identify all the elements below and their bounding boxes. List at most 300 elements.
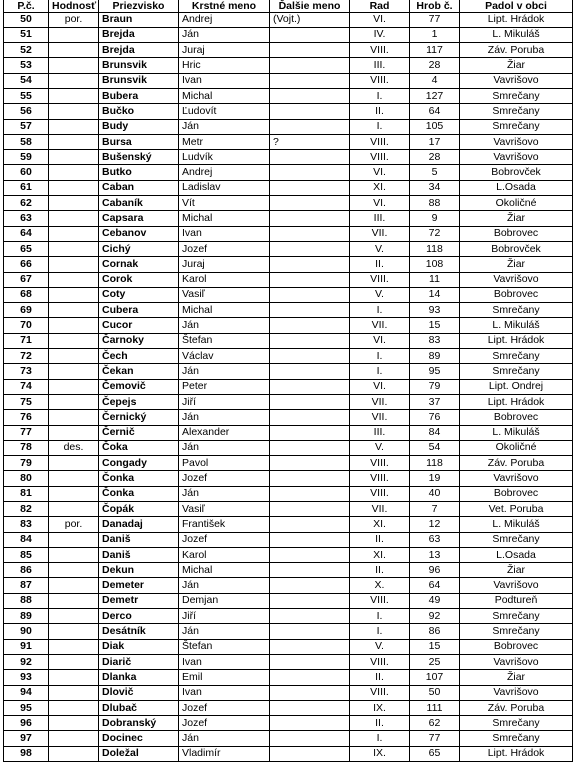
cell-other-name [270, 578, 350, 593]
cell-fell-in: Bobrovec [460, 287, 573, 302]
cell-other-name [270, 716, 350, 731]
cell-other-name [270, 471, 350, 486]
cell-number: 65 [4, 241, 49, 256]
cell-surname: Danadaj [99, 517, 179, 532]
cell-row: I. [350, 303, 410, 318]
cell-fell-in: Smrečany [460, 349, 573, 364]
cell-other-name [270, 119, 350, 134]
cell-row: I. [350, 364, 410, 379]
cell-fell-in: Lipt. Ondrej [460, 379, 573, 394]
table-row [4, 58, 573, 73]
cell-row: I. [350, 609, 410, 624]
cell-fell-in: Bobrovec [460, 486, 573, 501]
cell-given-name: Ján [179, 486, 270, 501]
cell-fell-in: Lipt. Hrádok [460, 746, 573, 761]
table-row [4, 700, 573, 715]
cell-row: VIII. [350, 150, 410, 165]
cell-grave: 76 [410, 410, 460, 425]
cell-other-name [270, 563, 350, 578]
cell-grave: 4 [410, 73, 460, 88]
cell-row: VIII. [350, 471, 410, 486]
cell-given-name: Ján [179, 364, 270, 379]
cell-number: 98 [4, 746, 49, 761]
cell-number: 87 [4, 578, 49, 593]
cell-other-name [270, 532, 350, 547]
cell-other-name [270, 364, 350, 379]
cell-rank [49, 257, 99, 272]
cell-grave: 28 [410, 58, 460, 73]
cell-grave: 105 [410, 119, 460, 134]
cell-fell-in: Vavrišovo [460, 134, 573, 149]
cell-other-name: (Vojt.) [270, 12, 350, 27]
cell-number: 54 [4, 73, 49, 88]
cell-grave: 127 [410, 88, 460, 103]
cell-row: II. [350, 104, 410, 119]
cell-rank [49, 303, 99, 318]
cell-fell-in: Smrečany [460, 609, 573, 624]
cell-row: VI. [350, 12, 410, 27]
header-row: Rad [350, 0, 410, 12]
cell-given-name: Ján [179, 410, 270, 425]
cell-rank [49, 43, 99, 58]
cell-surname: Čopák [99, 502, 179, 517]
cell-surname: Cebanov [99, 226, 179, 241]
cell-row: VII. [350, 394, 410, 409]
cell-given-name: Ján [179, 440, 270, 455]
cell-surname: Cichý [99, 241, 179, 256]
cell-number: 70 [4, 318, 49, 333]
cell-grave: 37 [410, 394, 460, 409]
header-rank: Hodnosť [49, 0, 99, 12]
cell-other-name [270, 27, 350, 42]
cell-surname: Coty [99, 287, 179, 302]
cell-grave: 11 [410, 272, 460, 287]
cell-other-name [270, 547, 350, 562]
cell-surname: Corok [99, 272, 179, 287]
header-fell-in: Padol v obci [460, 0, 573, 12]
table-row [4, 318, 573, 333]
cell-other-name [270, 318, 350, 333]
header-grave: Hrob č. [410, 0, 460, 12]
cell-given-name: Michal [179, 88, 270, 103]
cell-number: 80 [4, 471, 49, 486]
cell-given-name: Ján [179, 119, 270, 134]
cell-surname: Čemovič [99, 379, 179, 394]
cell-other-name [270, 379, 350, 394]
cell-other-name [270, 394, 350, 409]
cell-number: 83 [4, 517, 49, 532]
cell-given-name: Vladimír [179, 746, 270, 761]
table-row [4, 578, 573, 593]
cell-fell-in: Vavrišovo [460, 654, 573, 669]
cell-rank: por. [49, 12, 99, 27]
table-row [4, 685, 573, 700]
cell-row: VIII. [350, 593, 410, 608]
cell-grave: 12 [410, 517, 460, 532]
cell-rank [49, 58, 99, 73]
cell-grave: 108 [410, 257, 460, 272]
cell-rank [49, 425, 99, 440]
table-row [4, 532, 573, 547]
roster-sheet [3, 0, 572, 762]
cell-rank [49, 700, 99, 715]
cell-surname: Cabaník [99, 196, 179, 211]
cell-rank [49, 746, 99, 761]
table-row [4, 379, 573, 394]
cell-grave: 118 [410, 241, 460, 256]
cell-grave: 5 [410, 165, 460, 180]
table-row [4, 150, 573, 165]
cell-number: 57 [4, 119, 49, 134]
cell-surname: Dobranský [99, 716, 179, 731]
table-row [4, 394, 573, 409]
cell-rank [49, 211, 99, 226]
cell-fell-in: Záv. Poruba [460, 456, 573, 471]
cell-fell-in: Bobrovček [460, 241, 573, 256]
cell-row: V. [350, 639, 410, 654]
cell-number: 92 [4, 654, 49, 669]
cell-surname: Bursa [99, 134, 179, 149]
cell-row: V. [350, 287, 410, 302]
table-row [4, 670, 573, 685]
table-row [4, 272, 573, 287]
cell-other-name: ? [270, 134, 350, 149]
cell-rank [49, 333, 99, 348]
cell-other-name [270, 593, 350, 608]
table-row [4, 226, 573, 241]
cell-given-name: Ivan [179, 73, 270, 88]
cell-number: 58 [4, 134, 49, 149]
cell-rank [49, 379, 99, 394]
cell-row: VI. [350, 165, 410, 180]
cell-rank [49, 547, 99, 562]
cell-number: 71 [4, 333, 49, 348]
cell-grave: 107 [410, 670, 460, 685]
cell-number: 88 [4, 593, 49, 608]
cell-number: 96 [4, 716, 49, 731]
cell-surname: Dlovič [99, 685, 179, 700]
cell-rank [49, 471, 99, 486]
cell-given-name: Ivan [179, 654, 270, 669]
cell-number: 60 [4, 165, 49, 180]
cell-row: V. [350, 241, 410, 256]
cell-row: VIII. [350, 272, 410, 287]
cell-rank [49, 624, 99, 639]
cell-given-name: František [179, 517, 270, 532]
cell-surname: Čonka [99, 486, 179, 501]
cell-given-name: Alexander [179, 425, 270, 440]
cell-row: XI. [350, 180, 410, 195]
cell-given-name: Jiří [179, 609, 270, 624]
cell-given-name: Karol [179, 272, 270, 287]
table-row [4, 425, 573, 440]
cell-row: VIII. [350, 486, 410, 501]
cell-given-name: Metr [179, 134, 270, 149]
cell-rank [49, 104, 99, 119]
table-row [4, 364, 573, 379]
cell-row: VI. [350, 333, 410, 348]
cell-surname: Čonka [99, 471, 179, 486]
cell-fell-in: Smrečany [460, 624, 573, 639]
cell-row: VIII. [350, 654, 410, 669]
cell-grave: 64 [410, 104, 460, 119]
cell-given-name: Michal [179, 211, 270, 226]
cell-rank [49, 364, 99, 379]
cell-grave: 64 [410, 578, 460, 593]
cell-rank [49, 731, 99, 746]
cell-fell-in: Vavrišovo [460, 272, 573, 287]
cell-row: X. [350, 578, 410, 593]
cell-surname: Brejda [99, 43, 179, 58]
cell-other-name [270, 517, 350, 532]
table-row [4, 211, 573, 226]
cell-given-name: Vít [179, 196, 270, 211]
cell-grave: 1 [410, 27, 460, 42]
table-row [4, 180, 573, 195]
cell-number: 93 [4, 670, 49, 685]
cell-other-name [270, 456, 350, 471]
cell-surname: Cucor [99, 318, 179, 333]
cell-rank [49, 716, 99, 731]
cell-rank: por. [49, 517, 99, 532]
cell-fell-in: Smrečany [460, 88, 573, 103]
cell-rank [49, 578, 99, 593]
cell-grave: 63 [410, 532, 460, 547]
table-row [4, 134, 573, 149]
table-row [4, 303, 573, 318]
cell-grave: 28 [410, 150, 460, 165]
cell-rank [49, 670, 99, 685]
cell-given-name: Václav [179, 349, 270, 364]
cell-given-name: Hric [179, 58, 270, 73]
table-row [4, 165, 573, 180]
cell-row: V. [350, 440, 410, 455]
cell-given-name: Emil [179, 670, 270, 685]
cell-other-name [270, 654, 350, 669]
cell-surname: Dlanka [99, 670, 179, 685]
table-row [4, 287, 573, 302]
cell-grave: 84 [410, 425, 460, 440]
table-row [4, 624, 573, 639]
cell-given-name: Ladislav [179, 180, 270, 195]
cell-surname: Bušenský [99, 150, 179, 165]
table-row [4, 746, 573, 761]
cell-other-name [270, 609, 350, 624]
header-num: P.č. [4, 0, 49, 12]
cell-surname: Capsara [99, 211, 179, 226]
cell-grave: 9 [410, 211, 460, 226]
cell-fell-in: L.Osada [460, 180, 573, 195]
cell-fell-in: L. Mikuláš [460, 318, 573, 333]
cell-row: II. [350, 257, 410, 272]
cell-surname: Desátník [99, 624, 179, 639]
cell-grave: 25 [410, 654, 460, 669]
cell-fell-in: Žiar [460, 211, 573, 226]
cell-number: 81 [4, 486, 49, 501]
cell-other-name [270, 104, 350, 119]
cell-given-name: Andrej [179, 12, 270, 27]
cell-other-name [270, 211, 350, 226]
table-header [4, 0, 573, 12]
cell-other-name [270, 639, 350, 654]
cell-row: VIII. [350, 73, 410, 88]
cell-given-name: Juraj [179, 257, 270, 272]
cell-number: 61 [4, 180, 49, 195]
cell-other-name [270, 73, 350, 88]
cell-fell-in: Smrečany [460, 119, 573, 134]
cell-rank [49, 73, 99, 88]
cell-rank [49, 150, 99, 165]
cell-given-name: Štefan [179, 333, 270, 348]
cell-surname: Congady [99, 456, 179, 471]
cell-surname: Diarič [99, 654, 179, 669]
cell-fell-in: Vavrišovo [460, 685, 573, 700]
table-row [4, 639, 573, 654]
cell-fell-in: Smrečany [460, 104, 573, 119]
cell-row: III. [350, 425, 410, 440]
table-row [4, 563, 573, 578]
cell-rank [49, 685, 99, 700]
cell-fell-in: Žiar [460, 563, 573, 578]
cell-surname: Dekun [99, 563, 179, 578]
cell-given-name: Jozef [179, 241, 270, 256]
cell-number: 56 [4, 104, 49, 119]
cell-number: 51 [4, 27, 49, 42]
table-row [4, 517, 573, 532]
cell-rank [49, 349, 99, 364]
cell-rank [49, 27, 99, 42]
cell-rank [49, 532, 99, 547]
cell-number: 85 [4, 547, 49, 562]
cell-fell-in: Smrečany [460, 303, 573, 318]
cell-surname: Brunsvik [99, 58, 179, 73]
table-row [4, 119, 573, 134]
cell-row: I. [350, 349, 410, 364]
cell-other-name [270, 58, 350, 73]
cell-given-name: Michal [179, 563, 270, 578]
cell-row: VII. [350, 410, 410, 425]
cell-fell-in: Lipt. Hrádok [460, 333, 573, 348]
cell-row: IV. [350, 27, 410, 42]
cell-rank [49, 272, 99, 287]
cell-number: 77 [4, 425, 49, 440]
cell-rank [49, 134, 99, 149]
cell-other-name [270, 440, 350, 455]
cell-grave: 34 [410, 180, 460, 195]
cell-rank [49, 502, 99, 517]
cell-other-name [270, 180, 350, 195]
cell-fell-in: Vavrišovo [460, 578, 573, 593]
cell-surname: Caban [99, 180, 179, 195]
cell-fell-in: Bobrovec [460, 226, 573, 241]
cell-rank [49, 394, 99, 409]
cell-given-name: Juraj [179, 43, 270, 58]
table-row [4, 731, 573, 746]
cell-number: 67 [4, 272, 49, 287]
cell-other-name [270, 287, 350, 302]
table-row [4, 502, 573, 517]
cell-given-name: Karol [179, 547, 270, 562]
cell-grave: 65 [410, 746, 460, 761]
cell-grave: 50 [410, 685, 460, 700]
cell-row: VI. [350, 196, 410, 211]
cell-grave: 77 [410, 12, 460, 27]
cell-rank [49, 486, 99, 501]
cell-row: I. [350, 119, 410, 134]
table-row [4, 88, 573, 103]
cell-rank [49, 88, 99, 103]
cell-fell-in: Žiar [460, 670, 573, 685]
cell-given-name: Andrej [179, 165, 270, 180]
cell-grave: 19 [410, 471, 460, 486]
cell-row: VII. [350, 502, 410, 517]
cell-given-name: Jiří [179, 394, 270, 409]
cell-row: VIII. [350, 43, 410, 58]
cell-grave: 14 [410, 287, 460, 302]
cell-grave: 17 [410, 134, 460, 149]
cell-given-name: Ján [179, 27, 270, 42]
cell-row: III. [350, 211, 410, 226]
cell-surname: Brejda [99, 27, 179, 42]
cell-row: VII. [350, 226, 410, 241]
cell-number: 62 [4, 196, 49, 211]
cell-surname: Bučko [99, 104, 179, 119]
cell-row: VII. [350, 318, 410, 333]
table-row [4, 12, 573, 27]
cell-number: 86 [4, 563, 49, 578]
cell-surname: Doležal [99, 746, 179, 761]
cell-row: VI. [350, 379, 410, 394]
cell-number: 69 [4, 303, 49, 318]
table-row [4, 486, 573, 501]
cell-number: 84 [4, 532, 49, 547]
cell-fell-in: Okoličné [460, 440, 573, 455]
cell-fell-in: Žiar [460, 58, 573, 73]
cell-other-name [270, 165, 350, 180]
cell-grave: 88 [410, 196, 460, 211]
cell-given-name: Pavol [179, 456, 270, 471]
header-surname: Priezvisko [99, 0, 179, 12]
cell-other-name [270, 486, 350, 501]
cell-fell-in: Bobrovec [460, 410, 573, 425]
cell-other-name [270, 88, 350, 103]
cell-given-name: Peter [179, 379, 270, 394]
cell-given-name: Jozef [179, 471, 270, 486]
cell-given-name: Jozef [179, 700, 270, 715]
cell-grave: 96 [410, 563, 460, 578]
table-row [4, 241, 573, 256]
cell-surname: Černický [99, 410, 179, 425]
cell-rank [49, 563, 99, 578]
cell-grave: 92 [410, 609, 460, 624]
cell-other-name [270, 425, 350, 440]
cell-grave: 77 [410, 731, 460, 746]
cell-number: 72 [4, 349, 49, 364]
cell-fell-in: L.Osada [460, 547, 573, 562]
cell-number: 90 [4, 624, 49, 639]
fallen-soldiers-table [3, 0, 573, 762]
cell-other-name [270, 303, 350, 318]
cell-rank [49, 241, 99, 256]
cell-other-name [270, 196, 350, 211]
cell-given-name: Štefan [179, 639, 270, 654]
cell-number: 76 [4, 410, 49, 425]
cell-surname: Demetr [99, 593, 179, 608]
table-body [4, 12, 573, 762]
cell-surname: Bubera [99, 88, 179, 103]
cell-fell-in: Lipt. Hrádok [460, 12, 573, 27]
cell-given-name: Jozef [179, 716, 270, 731]
